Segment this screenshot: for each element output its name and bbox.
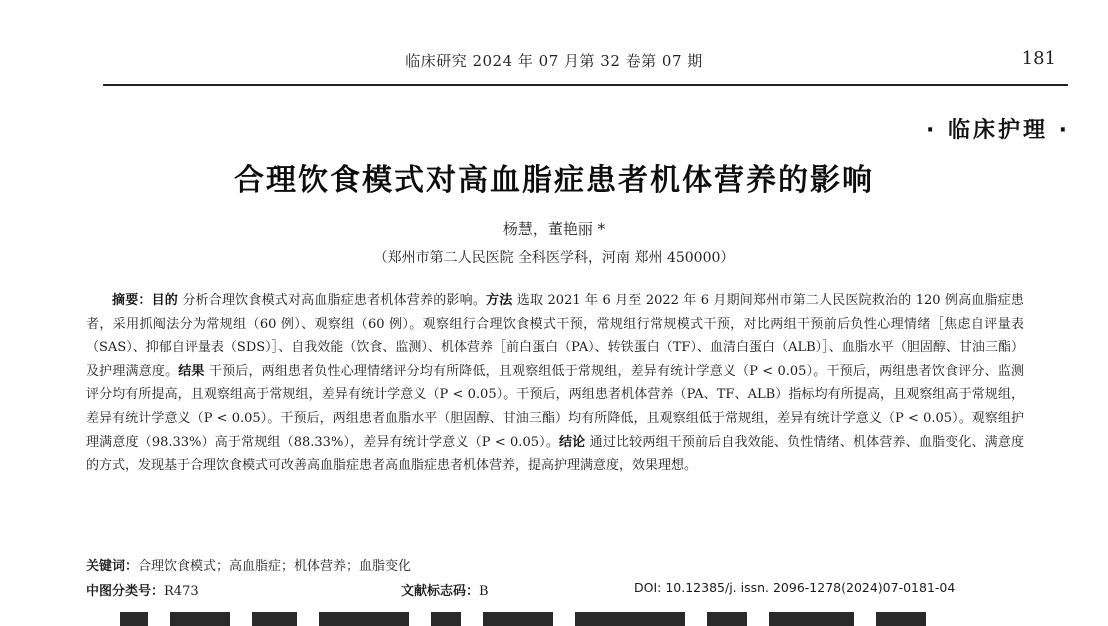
clc-label: 中图分类号：: [86, 584, 165, 599]
document-code: [401, 580, 489, 599]
clc-code: [86, 580, 199, 599]
page-number: 181: [1021, 48, 1056, 69]
methods-label: 方法: [486, 293, 513, 308]
methods-text: 选取 2021 年 6 月至 2022 年 6 月期间郑州市第二人民医院救治的 120 例高血脂症患者，采用抓阄法分为常规组（60 例）、观察组（60 例）。观察组行合理饮食模式干预，常规组行常规模式干预，对比两组干预前后负性心理情绪［焦虑自评量表（SAS）、抑郁自评量表（SDS）］、自我效能（饮食、监测）、机体营养［前白蛋白（PA）、转铁蛋白（TF）、血清白蛋白（ALB）］、血脂水平（胆固醇、甘油三酯）及护理满意度。: [86, 293, 1024, 379]
results-label: 结果: [178, 363, 205, 379]
doc-code-label: 文献标志码：: [401, 584, 480, 599]
classification-line: [86, 580, 1046, 600]
keywords-label: 关键词：: [86, 559, 139, 574]
abstract-label: 摘要：: [112, 293, 152, 308]
objective-text: 分析合理饮食模式对高血脂症患者机体营养的影响。: [182, 293, 487, 308]
conclusion-text: 通过比较两组干预前后自我效能、负性情绪、机体营养、血脂变化、满意度的方式，发现基于合理饮食模式可改善高血脂症患者高血脂症患者机体营养，提高护理满意度，效果理想。: [86, 434, 1024, 474]
affiliation: （郑州市第二人民医院 全科医学科，河南 郑州 450000）: [373, 250, 735, 266]
keywords: [86, 555, 1026, 574]
abstract: [86, 289, 1024, 478]
article-title: 合理饮食模式对高血脂症患者机体营养的影响: [234, 163, 874, 198]
header-divider: [103, 84, 1068, 86]
authors: 杨慧，董艳丽 *: [502, 220, 606, 238]
section-tag: · 临床护理 ·: [925, 118, 1070, 143]
doc-code-value: B: [479, 584, 489, 599]
journal-header: 临床研究 2024 年 07 月第 32 卷第 07 期: [405, 52, 703, 70]
results-text: 干预后，两组患者负性心理情绪评分均有所降低，且观察组低于常规组，差异有统计学意义（P < 0.05）。干预后，两组患者饮食评分、监测评分均有所提高，且观察组高于常规组，差异有统计学意义（P < 0.05）。干预后，两组患者机体营养（PA、TF、ALB）指标均有所提高，且观察组高于常规组，差异有统计学意义（P < 0.05）。干预后，两组患者血脂水平（胆固醇、甘油三酯）均有所降低，且观察组低于常规组，差异有统计学意义（P < 0.05）。观察组护理满意度（98.33%）高于常规组（88.33%），差异有统计学意义（P < 0.05）。: [86, 363, 1024, 450]
cut-off-next-line: [120, 612, 1020, 626]
keywords-value: 合理饮食模式；高血脂症；机体营养；血脂变化: [138, 559, 412, 574]
objective-label: 目的: [151, 293, 179, 308]
doi: DOI: 10.12385/j. issn. 2096-1278(2024)07-0181-04: [634, 580, 956, 595]
clc-value: R473: [164, 584, 199, 599]
conclusion-label: 结论: [559, 434, 586, 450]
